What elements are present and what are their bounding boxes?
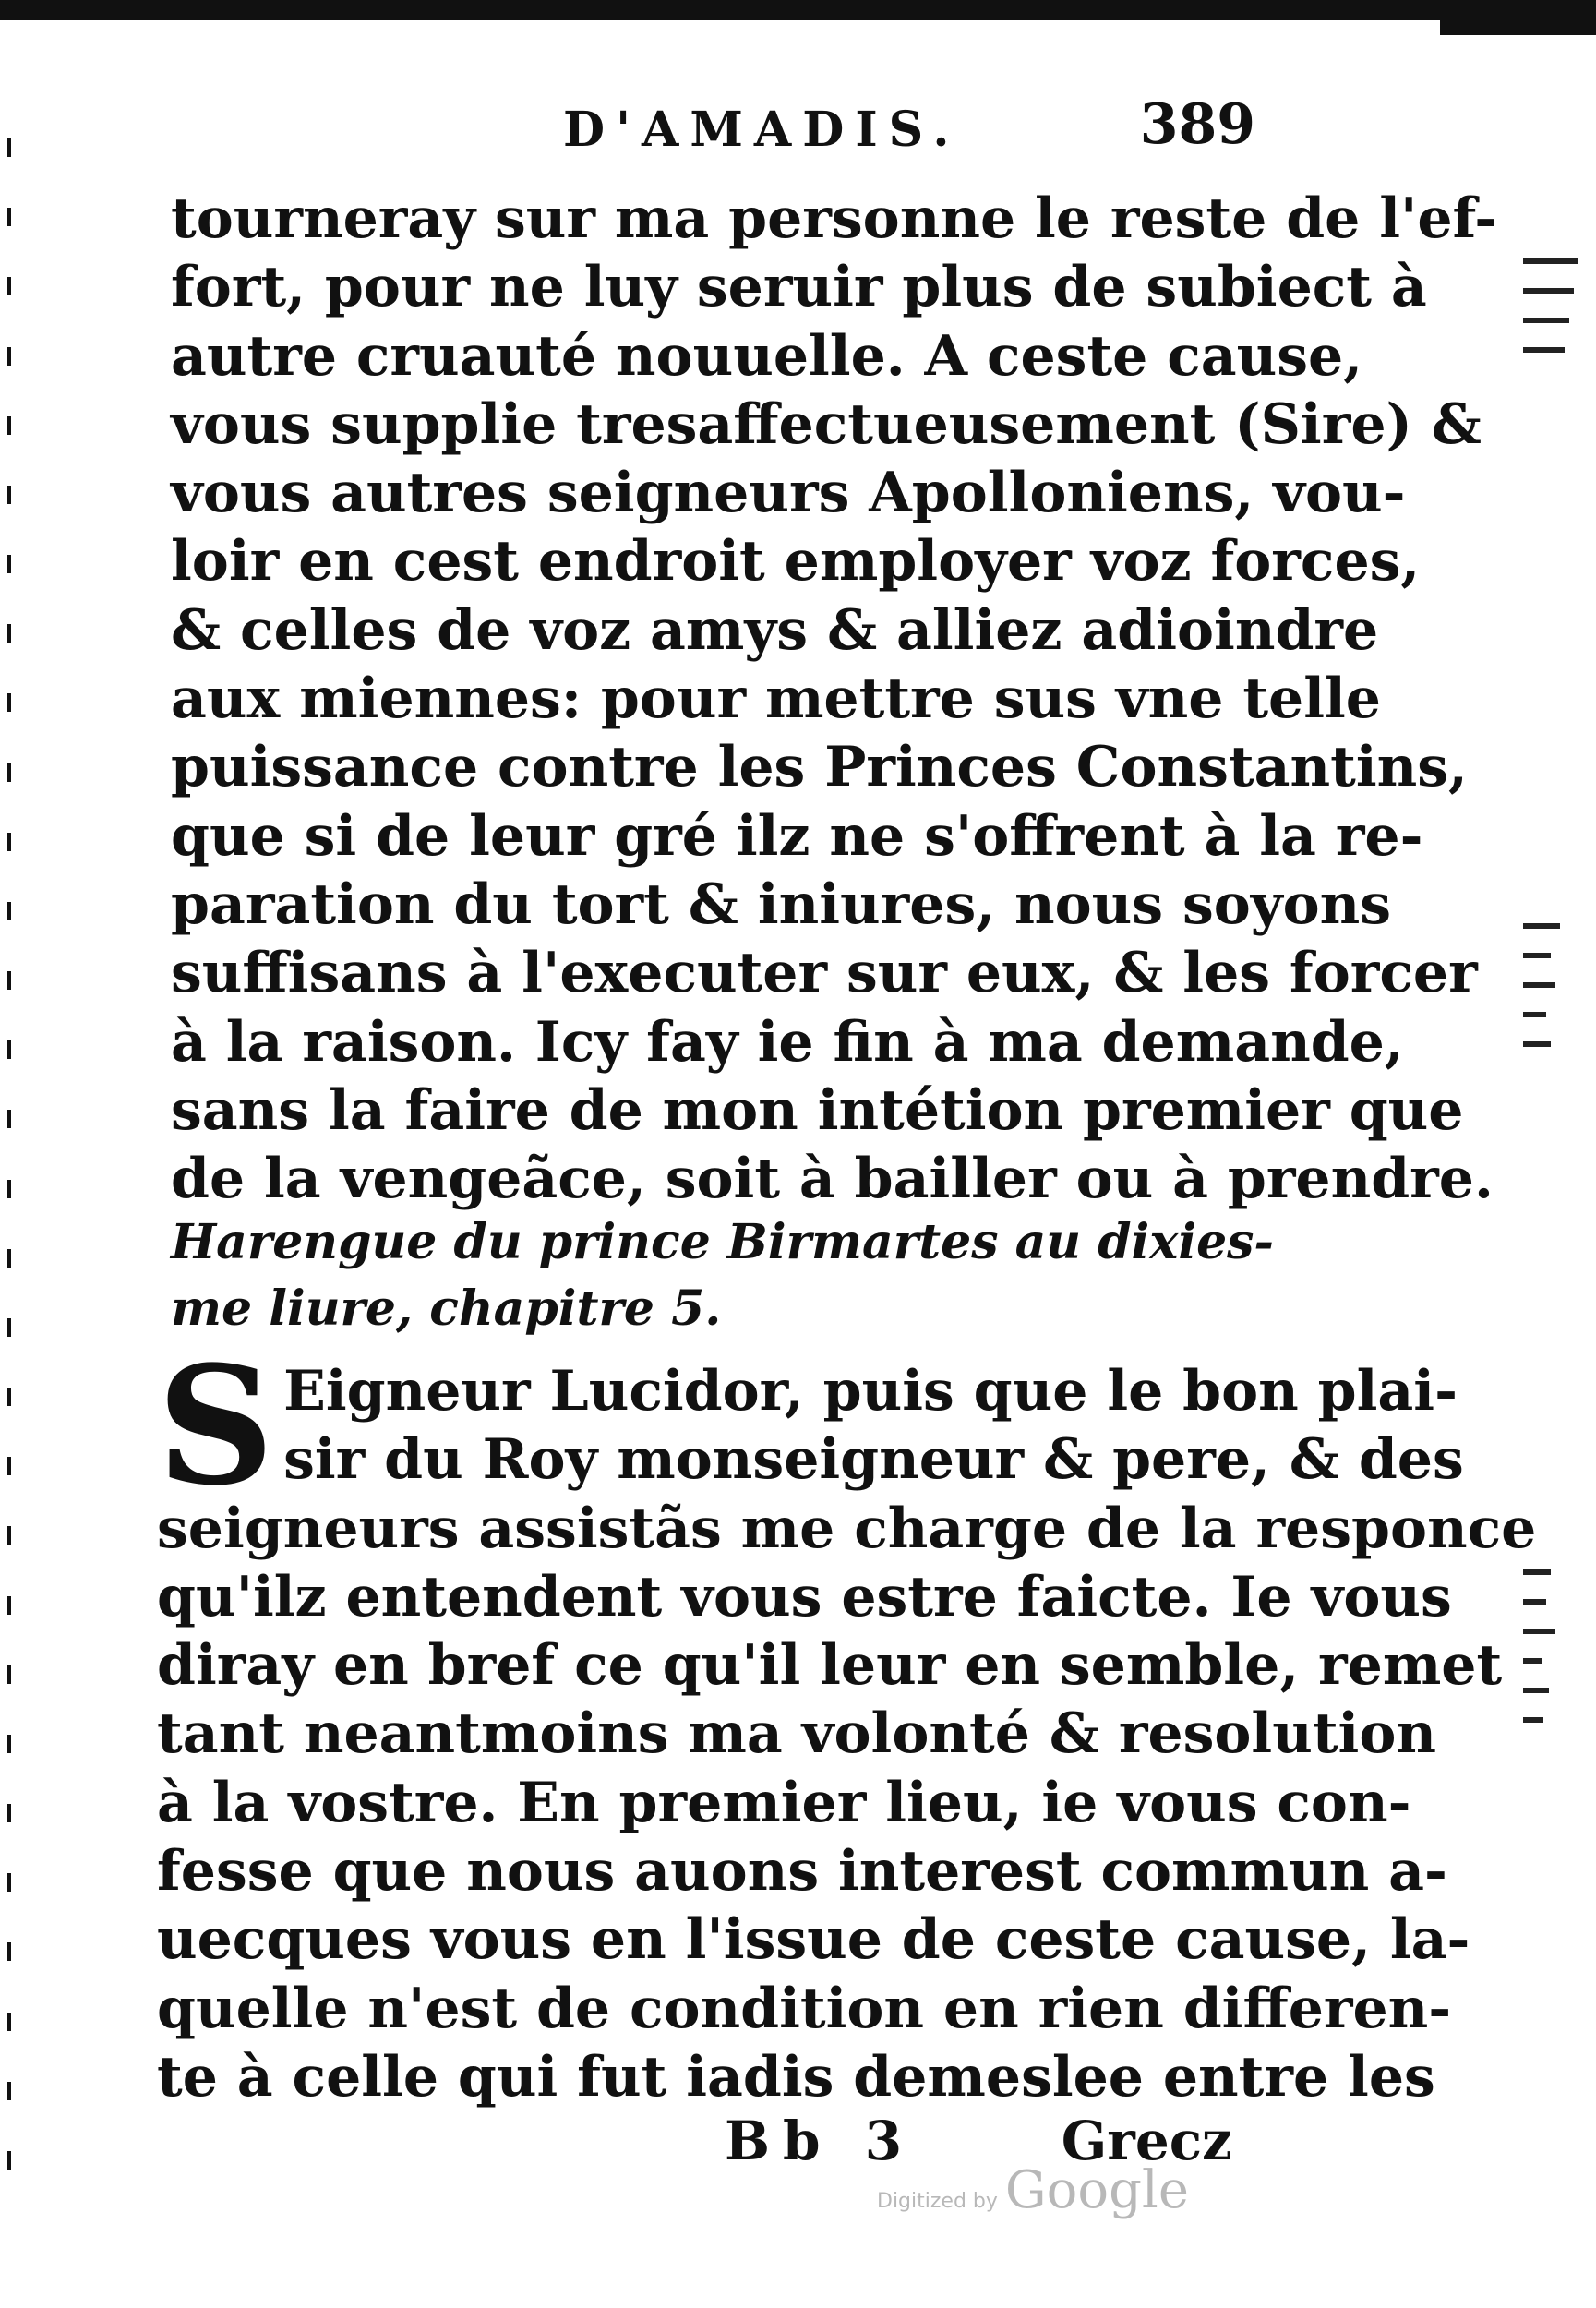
text-line: fort, pour ne luy seruir plus de subiect à: [171, 255, 1427, 320]
text-line: tourneray sur ma personne le reste de l'ef-: [171, 186, 1498, 251]
second-passage: [157, 1330, 1537, 2111]
text-line: uecques vous en l'issue de ceste cause, la-: [157, 1907, 1470, 1973]
text-line: paration du tort & iniures, nous soyons: [171, 872, 1392, 937]
running-head: [175, 92, 1274, 166]
text-line: seigneurs assistãs me charge de la responce: [157, 1496, 1537, 1561]
signature-mark: Bb 3: [725, 2110, 916, 2172]
text-line: vous autres seigneurs Apolloniens, vou-: [171, 461, 1406, 526]
text-line: & celles de voz amys & alliez adioindre: [171, 597, 1379, 663]
text-line: sir du Roy monseigneur & pere, & des: [283, 1427, 1464, 1493]
scan-top-edge-notch: [1440, 0, 1596, 35]
text-line: Eigneur Lucidor, puis que le bon plai-: [283, 1359, 1458, 1424]
digitized-watermark: [877, 2160, 1189, 2220]
right-margin-bleedthrough-lower: [1523, 1569, 1588, 1723]
text-line: à la vostre. En premier lieu, ie vous con-: [157, 1770, 1411, 1835]
text-line: quelle n'est de condition en rien differen-: [157, 1976, 1452, 2041]
text-line: puissance contre les Princes Constantins,: [171, 735, 1468, 800]
section-heading: [171, 1209, 1275, 1342]
page-number: 389: [1139, 92, 1255, 157]
text-line: diray en bref ce qu'il leur en semble, remet: [157, 1633, 1503, 1699]
text-line: fesse que nous auons interest commun a-: [157, 1839, 1447, 1905]
text-line: loir en cest endroit employer voz forces,: [171, 529, 1421, 595]
text-line: à la raison. Icy fay ie fin à ma demande,: [171, 1009, 1404, 1075]
heading-line: Harengue du prince Birmartes au dixies-: [171, 1214, 1275, 1270]
text-line: de la vengeãce, soit à bailler ou à prendre.: [171, 1147, 1494, 1212]
text-line: autre cruauté nouuelle. A ceste cause,: [171, 323, 1363, 389]
text-line: te à celle qui fut iadis demeslee entre les: [157, 2044, 1435, 2110]
drop-cap: S: [157, 1330, 275, 1521]
text-line: tant neantmoins ma volonté & resolution: [157, 1701, 1436, 1767]
scan-top-edge: [0, 0, 1596, 20]
text-line: vous supplie tresaffectueusement (Sire) &: [171, 391, 1482, 457]
text-line: suffisans à l'executer sur eux, & les forcer: [171, 941, 1478, 1006]
running-title: D'AMADIS.: [563, 102, 961, 158]
watermark-brand: Google: [1004, 2160, 1189, 2220]
first-passage: [171, 185, 1498, 1213]
watermark-prefix: Digitized by: [877, 2190, 998, 2213]
text-line: sans la faire de mon intétion premier que: [171, 1077, 1464, 1143]
text-line: qu'ilz entendent vous estre faicte. Ie vous: [157, 1564, 1452, 1629]
right-margin-bleedthrough-middle: [1523, 923, 1588, 1047]
text-line: que si de leur gré ilz ne s'offrent à la re-: [171, 803, 1423, 869]
heading-line: me liure, chapitre 5.: [171, 1280, 722, 1337]
text-line: aux miennes: pour mettre sus vne telle: [171, 667, 1381, 732]
right-margin-bleedthrough-upper: [1523, 258, 1588, 353]
catchword: Grecz: [1061, 2110, 1232, 2172]
left-margin-bleedthrough: [0, 138, 18, 2170]
